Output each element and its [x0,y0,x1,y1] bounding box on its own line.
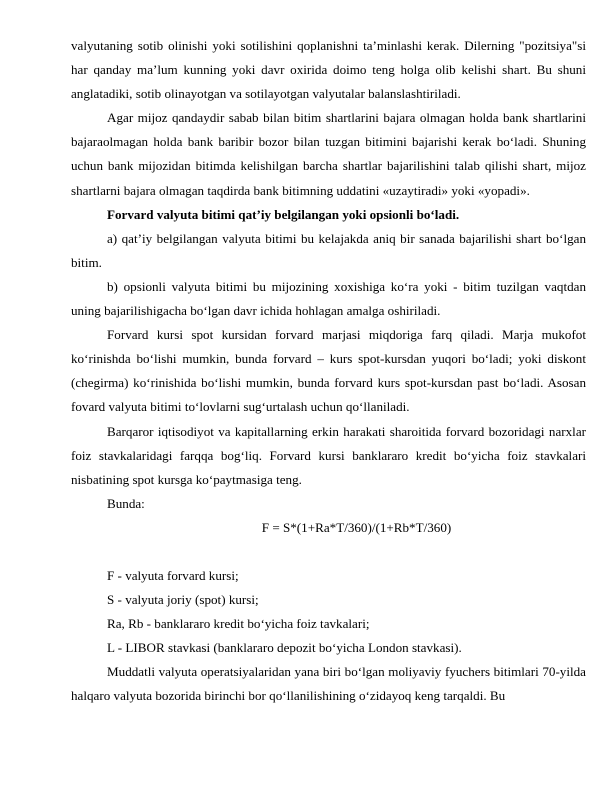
paragraph-forward-margin: Forvard kursi spot kursidan forvard marjasi miqdoriga farq qiladi. Marja mukofot ko‘rinishda bo‘lishi mumkin, bunda forvard – kurs spot-kursdan yuqori bo‘ladi; yoki diskont (chegirma) ko‘rinishida bo‘lishi mumkin, bunda forvard kurs spot-kursdan past bo‘ladi. Asosan fovard valyuta bitimi to‘lovlarni sug‘urtalash uchun qo‘llaniladi. [71,327,586,415]
section-heading-forward-types: Forvard valyuta bitimi qat’iy belgilangan yoki opsionli bo‘ladi. [107,206,460,222]
definition-libor: L - LIBOR stavkasi (banklararo depozit bo‘yicha London stavkasi). [107,640,462,656]
paragraph-fixed-forward: a) qat’iy belgilangan valyuta bitimi bu kelajakda aniq bir sanada bajarilishi shart bo‘lgan bitim. [71,230,586,270]
definition-ra-rb: Ra, Rb - banklararo kredit bo‘yicha foiz tavkalari; [107,616,370,632]
blank-line [71,540,586,564]
document-page [71,34,586,709]
forward-rate-formula: F = S*(1+Ra*T/360)/(1+Rb*T/360) [261,519,452,535]
paragraph-forward-pricing: Barqaror iqtisodiyot va kapitallarning erkin harakati sharoitida forvard bozoridagi narxlar foiz stavkalaridagi farqqa bog‘liq. Forvard kursi banklararo kredit bo‘yicha foiz stavkalari nisbatining spot kursga ko‘paytmasiga teng. [71,423,586,487]
paragraph-futures: Muddatli valyuta operatsiyalaridan yana biri bo‘lgan moliyaviy fyuchers bitimlari 70-yilda halqaro valyuta bozorida birinchi bor qo‘llanilishining o‘zidayoq keng tarqaldi. Bu [71,664,586,704]
definition-f: F - valyuta forvard kursi; [107,567,239,583]
paragraph-option-forward: b) opsionli valyuta bitimi bu mijozining xoxishiga ko‘ra yoki - bitim tuzilgan vaqtdan uning bajarilishigacha bo‘lgan davr ichida hohlagan amalga oshiriladi. [71,278,586,319]
paragraph-dealer-position: valyutaning sotib olinishi yoki sotilishini qoplanishni ta’minlashi kerak. Dilerning "pozitsiya"si har qanday ma’lum kunning yoki davr oxirida doimo teng holga olib kelishi shart. Bu shuni anglatadiki, sotib olinayotgan va sotilayotgan valyutalar balanslashtiriladi. [71,38,586,102]
definition-s: S - valyuta joriy (spot) kursi; [107,592,259,608]
paragraph-client-obligations: Agar mijoz qandaydir sabab bilan bitim shartlarini bajara olmagan holda bank shartlarini bajaraolmagan holda bank baribir bozor bilan tuzgan bitimini bajarishi kerak bo‘ladi. Shuning uchun bank mijozidan bitimda kelishilgan barcha shartlar bajarilishini talab qilishi shart, mijoz shartlarni bajara olmagan taqdirda bank bitimning uddatini «uzaytiradi» yoki «yopadi». [71,110,586,198]
label-bunda: Bunda: [107,495,145,511]
